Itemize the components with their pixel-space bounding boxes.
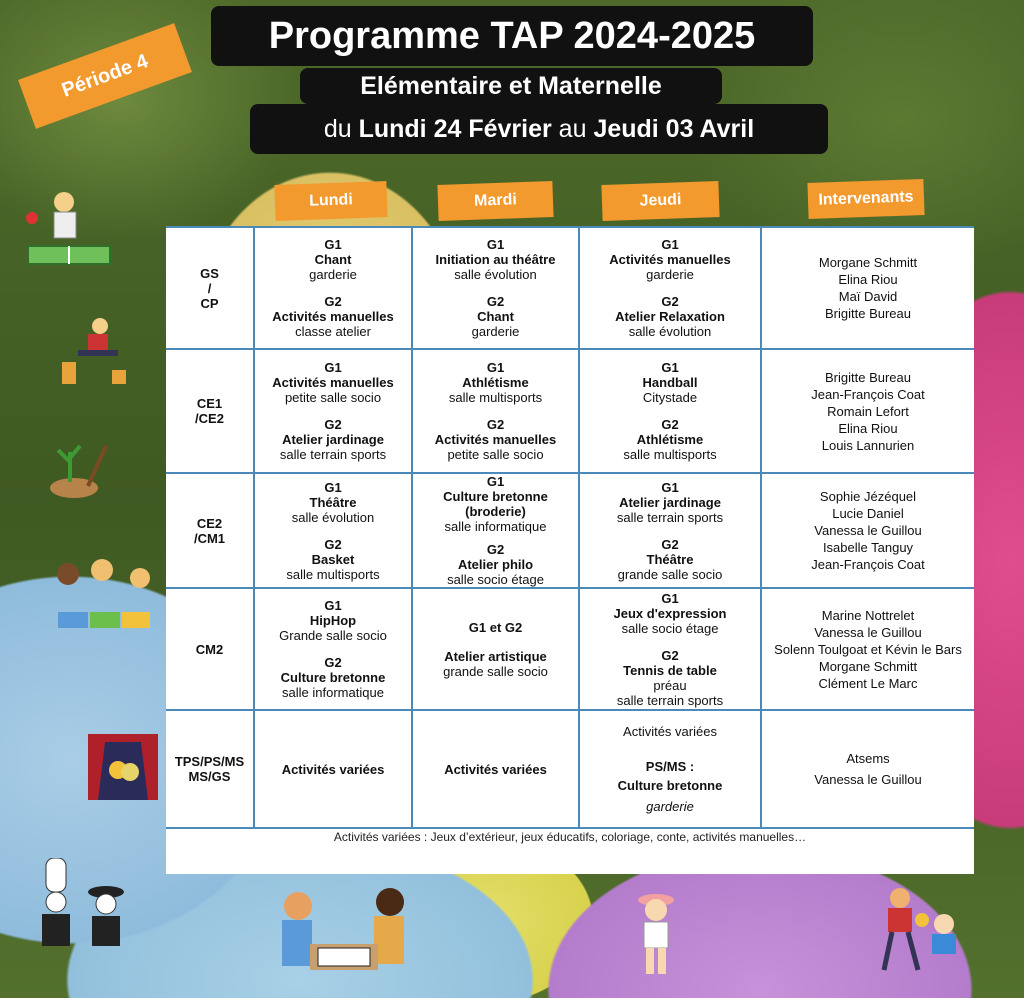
theatre-icon	[88, 734, 158, 800]
group-label: G2	[486, 294, 505, 309]
intervenant-name: Brigitte Bureau	[825, 369, 911, 385]
group-label: G2	[324, 655, 342, 670]
level-text: TPS/PS/MS	[174, 754, 245, 769]
activity-name: Activités manuelles	[434, 432, 557, 447]
activity-name: Jeux d'expression	[613, 605, 727, 621]
intervenant-name: Vanessa le Guillou	[814, 624, 922, 640]
activity-location: classe atelier	[295, 324, 371, 339]
activity-cell	[579, 710, 761, 828]
intervenants-cell	[761, 227, 974, 349]
table-row	[166, 349, 974, 473]
activity-location: salle terrain sports	[279, 447, 387, 462]
level-cell	[166, 349, 254, 473]
column-header-intervenants: Intervenants	[807, 179, 924, 219]
activity-location: garderie	[646, 799, 694, 814]
activity-cell	[412, 227, 579, 349]
level-text: /	[207, 280, 212, 296]
level-text: CE1	[196, 396, 223, 411]
activity-cell	[254, 349, 412, 473]
activity-name: Activités variées	[281, 761, 385, 777]
intervenant-name: Vanessa le Guillou	[814, 772, 922, 787]
group-label: G1 et G2	[468, 619, 523, 635]
activity-name: Culture bretonne	[280, 670, 386, 685]
intervenant-name: Jean-François Coat	[811, 557, 925, 572]
group-label: G1	[486, 474, 505, 489]
activity-name: Atelier Relaxation	[615, 309, 725, 324]
activity-name: Culture bretonne	[443, 489, 548, 504]
group-label: G1	[324, 360, 342, 375]
handball-kids-icon	[874, 884, 966, 980]
intervenant-name: Atsems	[846, 751, 890, 766]
activity-name: Handball	[642, 375, 698, 390]
group-label: G1	[324, 598, 342, 613]
intervenant-name: Brigitte Bureau	[825, 306, 911, 321]
activity-location: garderie	[471, 324, 520, 339]
group-label: G2	[324, 294, 342, 309]
intervenant-name: Lucie Daniel	[832, 506, 904, 521]
schedule-sheet	[166, 226, 974, 874]
intervenant-name: Isabelle Tanguy	[822, 540, 914, 555]
activity-name: Théâtre	[646, 551, 694, 567]
table-row	[166, 227, 974, 349]
chefs-icon	[34, 858, 130, 956]
activity-location: salle socio étage	[621, 620, 719, 636]
activity-name-detail: (broderie)	[465, 504, 526, 519]
activity-cell	[412, 710, 579, 828]
activity-name: Activités variées	[444, 761, 547, 777]
group-label: G2	[661, 647, 679, 663]
group-label: G1	[324, 479, 342, 495]
column-header-mardi: Mardi	[437, 181, 553, 221]
activity-name: Chant	[477, 309, 514, 324]
activity-name: Activités variées	[623, 724, 717, 739]
group-label: G2	[661, 536, 679, 552]
ping-pong-icon	[22, 188, 114, 274]
activity-location: grande salle socio	[617, 566, 723, 582]
activity-name: Chant	[314, 252, 352, 267]
activity-location: salle terrain sports	[616, 509, 724, 525]
intervenant-name: Jean-François Coat	[811, 386, 925, 402]
intervenant-name: Elina Riou	[838, 420, 898, 436]
intervenant-name: Vanessa le Guillou	[814, 523, 922, 538]
activity-name: Athlétisme	[462, 375, 529, 390]
activity-location: salle informatique	[282, 685, 384, 700]
table-row	[166, 588, 974, 710]
group-label: PS/MS :	[645, 759, 695, 774]
intervenants-cell	[761, 349, 974, 473]
date-start: Lundi 24 Février	[358, 115, 552, 143]
table-row	[166, 710, 974, 828]
activity-cell	[579, 227, 761, 349]
level-cell	[166, 710, 254, 828]
chess-kids-icon	[272, 884, 414, 980]
group-label: G1	[661, 360, 679, 375]
activity-cell	[412, 588, 579, 710]
group-label: G2	[486, 542, 505, 557]
level-text: MS/GS	[188, 769, 231, 784]
intervenant-name: Romain Lefort	[827, 403, 909, 419]
intervenant-name: Morgane Schmitt	[818, 255, 918, 270]
hurdle-runner-icon	[58, 316, 134, 390]
activity-name: Initiation au théâtre	[435, 252, 556, 267]
intervenants-cell	[761, 710, 974, 828]
intervenant-name: Clément Le Marc	[818, 675, 918, 691]
gardening-icon	[44, 432, 112, 502]
footer-note: Activités variées : Jeux d’extérieur, jeux éducatifs, coloriage, conte, activités manuelles…	[333, 830, 807, 844]
activity-location: salle évolution	[628, 324, 712, 339]
level-text: CE2	[196, 515, 223, 531]
activity-name: Atelier jardinage	[619, 494, 721, 510]
activity-location: salle multisports	[286, 566, 380, 582]
intervenant-name: Morgane Schmitt	[818, 658, 918, 674]
intervenant-name: Louis Lannurien	[821, 437, 915, 453]
page-subtitle: Elémentaire et Maternelle	[300, 68, 722, 104]
activity-cell	[579, 349, 761, 473]
level-cell	[166, 473, 254, 588]
activity-name: Culture bretonne	[617, 778, 723, 793]
activity-name: Basket	[311, 551, 355, 567]
level-text: /CM1	[193, 530, 226, 546]
page-title: Programme TAP 2024-2025	[211, 6, 813, 66]
level-text: /CE2	[195, 411, 224, 426]
table-row	[166, 473, 974, 588]
activity-cell	[412, 473, 579, 588]
activity-location: Citystade	[642, 390, 698, 405]
periode-badge: Période 4	[18, 23, 192, 129]
activity-cell	[254, 710, 412, 828]
activity-location: salle terrain sports	[616, 692, 724, 708]
intervenant-name: Solenn Toulgoat et Kévin le Bars	[774, 641, 962, 657]
activity-location: salle informatique	[444, 519, 547, 534]
column-header-jeudi: Jeudi	[601, 181, 719, 221]
activity-cell	[254, 227, 412, 349]
intervenant-name: Maï David	[838, 289, 898, 304]
activity-cell	[254, 588, 412, 710]
activity-name: Atelier philo	[457, 557, 534, 572]
activity-location: petite salle socio	[447, 447, 544, 462]
activity-cell	[412, 349, 579, 473]
level-text: CM2	[195, 641, 224, 657]
group-label: G2	[324, 536, 342, 552]
intervenants-cell	[761, 588, 974, 710]
activity-name: Tennis de table	[623, 662, 717, 678]
group-label: G1	[324, 237, 342, 252]
activity-name: Activités manuelles	[272, 375, 394, 390]
activity-location: Grande salle socio	[279, 628, 387, 643]
puzzle-kids-icon	[50, 556, 156, 638]
group-label: G1	[486, 237, 505, 252]
level-text: GS	[200, 265, 219, 281]
activity-location: préau	[653, 677, 687, 693]
activity-name: Atelier artistique	[444, 648, 547, 664]
activity-name: HipHop	[309, 613, 357, 628]
activity-name: Atelier jardinage	[282, 432, 384, 447]
activity-location: salle multisports	[623, 447, 717, 462]
activity-location: salle socio étage	[447, 572, 544, 587]
date-end: Jeudi 03 Avril	[593, 115, 755, 143]
level-cell	[166, 588, 254, 710]
activity-location: garderie	[646, 267, 694, 282]
intervenant-name: Sophie Jézéquel	[819, 489, 917, 504]
group-label: G2	[661, 294, 679, 309]
intervenant-name: Marine Nottrelet	[821, 607, 915, 623]
group-label: G1	[661, 479, 679, 495]
activity-name: Athlétisme	[636, 432, 704, 447]
activity-cell	[254, 473, 412, 588]
group-label: G2	[661, 417, 679, 432]
activity-location: garderie	[309, 267, 357, 282]
column-header-lundi: Lundi	[274, 181, 387, 221]
activity-location: petite salle socio	[284, 390, 382, 405]
group-label: G1	[486, 360, 505, 375]
activity-name: Activités manuelles	[609, 252, 731, 267]
group-label: G2	[486, 417, 505, 432]
activity-cell	[579, 588, 761, 710]
group-label: G1	[661, 237, 679, 252]
date-du: du	[323, 115, 352, 143]
level-text: CP	[200, 295, 219, 311]
level-cell	[166, 227, 254, 349]
activity-name: Activités manuelles	[272, 309, 394, 324]
group-label: G2	[324, 417, 342, 432]
schedule-table	[166, 226, 974, 829]
group-label: G1	[661, 590, 679, 606]
date-range	[250, 104, 828, 154]
activity-location: salle multisports	[448, 390, 543, 405]
activity-location: salle évolution	[291, 509, 375, 525]
tennis-girl-icon	[626, 888, 684, 978]
activity-location: salle évolution	[454, 267, 537, 282]
intervenants-cell	[761, 473, 974, 588]
activity-name: Théâtre	[309, 494, 357, 510]
intervenant-name: Elina Riou	[838, 272, 898, 287]
activity-cell	[579, 473, 761, 588]
activity-location: grande salle socio	[443, 663, 548, 679]
date-au: au	[558, 115, 587, 143]
